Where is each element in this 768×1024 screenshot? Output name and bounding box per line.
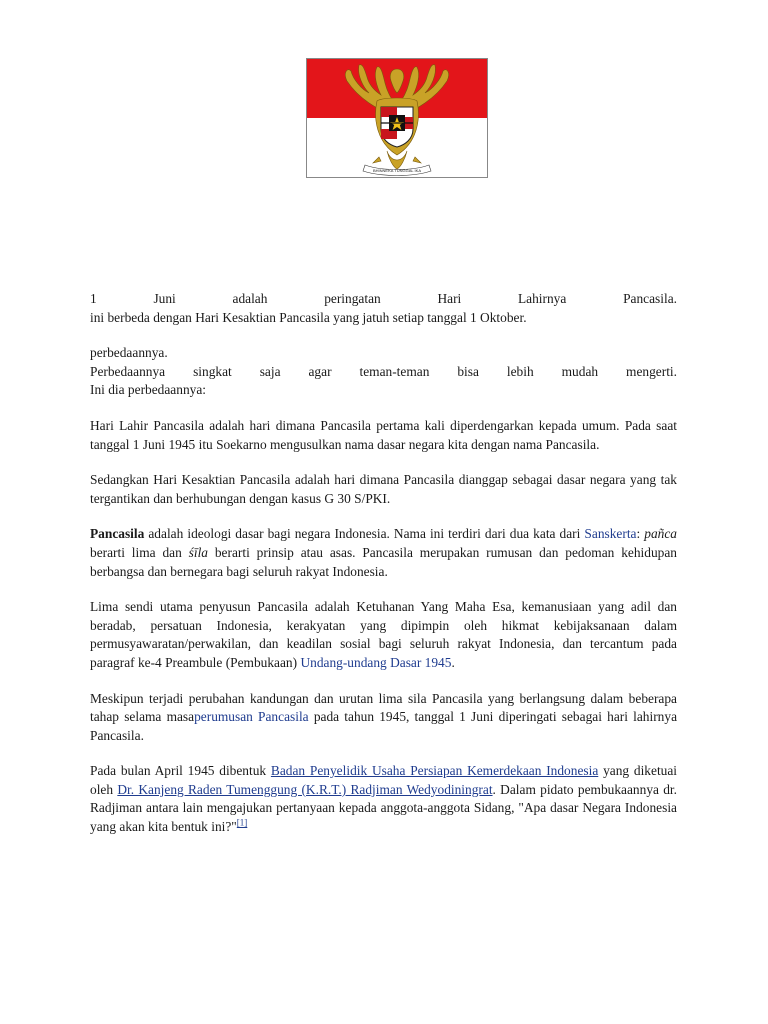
paragraph-hari-kesaktian: Sedangkan Hari Kesaktian Pancasila adalah hari dimana Pancasila dianggap sebagai dasar negara yang tak tergantikan dan berhubungan dengan kasus G 30 S/PKI. [90, 472, 677, 506]
paragraph-lima-sendi: Lima sendi utama penyusun Pancasila adalah Ketuhanan Yang Maha Esa, kemanusiaan yang adil dan beradab, persatuan Indonesia, kerakyatan yang dipimpin oleh hikmat kebijaksanaan dalam permusyawaratan/perwakilan, dan keadilan sosial bagi seluruh rakyat Indonesia, dan tercantum pada paragraf ke-4 Preambule (Pembukaan) Undang-undang Dasar 1945. [90, 599, 677, 670]
paragraph-definisi: Pancasila adalah ideologi dasar bagi negara Indonesia. Nama ini terdiri dari dua kata dari Sanskerta: pañca berarti lima dan śīla berarti prinsip atau asas. Pancasila merupakan rumusan dan pedoman kehidupan berbangsa dan bernegara bagi seluruh rakyat Indonesia. [90, 526, 677, 579]
term-sila: śīla [188, 544, 208, 560]
paragraph-bpupki: Pada bulan April 1945 dibentuk Badan Penyelidik Usaha Persiapan Kemerdekaan Indonesia yang diketuai oleh Dr. Kanjeng Raden Tumenggung (K.R.T.) Radjiman Wedyodiningrat. Dalam pidato pembukaannya dr. Radjiman antara lain mengajukan pertanyaan kepada anggota-anggota Sidang, "Apa dasar Negara Indonesia yang akan kita bentuk ini?"[1] [90, 763, 678, 835]
link-sanskerta[interactable]: Sanskerta [584, 526, 637, 542]
emblem-graphic [307, 59, 487, 177]
article-body [90, 290, 677, 854]
intro-line-2: ini berbeda dengan Hari Kesaktian Pancasila yang jatuh setiap tanggal 1 Oktober. [90, 309, 527, 325]
link-radjiman[interactable]: Dr. Kanjeng Raden Tumenggung (K.R.T.) Radjiman Wedyodiningrat [117, 781, 493, 797]
reference-link-1[interactable]: [1] [236, 817, 248, 828]
link-perumusan-pancasila[interactable]: perumusan Pancasila [194, 709, 309, 725]
perbedaan-line-3: Ini dia perbedaannya: [90, 382, 206, 398]
link-undang-undang-dasar[interactable]: Undang-undang Dasar 1945 [300, 654, 452, 670]
shield-icon [381, 107, 413, 147]
paragraph-perumusan: Meskipun terjadi perubahan kandungan dan urutan lima sila Pancasila yang berlangsung dalam beberapa tahap selama masaperumusan Pancasila pada tahun 1945, tanggal 1 Juni diperingati sebagai hari lahirnya Pancasila. [90, 690, 678, 743]
intro-justified-line: 1 Juni adalah peringatan Hari Lahirnya Pancasila. [90, 291, 677, 306]
garuda-pancasila-emblem [306, 58, 488, 178]
perbedaan-justified-line: Perbedaannya singkat saja agar teman-teman bisa lebih mudah mengerti. [90, 363, 677, 379]
motto-text: BHINNEKA TUNGGAL IKA [372, 168, 422, 173]
link-bpupki[interactable]: Badan Penyelidik Usaha Persiapan Kemerdekaan Indonesia [270, 763, 599, 779]
paragraph-2 [90, 344, 677, 400]
term-panca: pañca [644, 526, 677, 542]
paragraph-1 [90, 290, 677, 327]
pancasila-bold-term: Pancasila [90, 526, 145, 542]
perbedaan-line-1: perbedaannya. [90, 345, 168, 361]
paragraph-hari-lahir: Hari Lahir Pancasila adalah hari dimana Pancasila pertama kali diperdengarkan kepada umum. Pada saat tanggal 1 Juni 1945 itu Soekarno mengusulkan nama dasar negara kita dengan nama Pancasila. [90, 417, 677, 452]
